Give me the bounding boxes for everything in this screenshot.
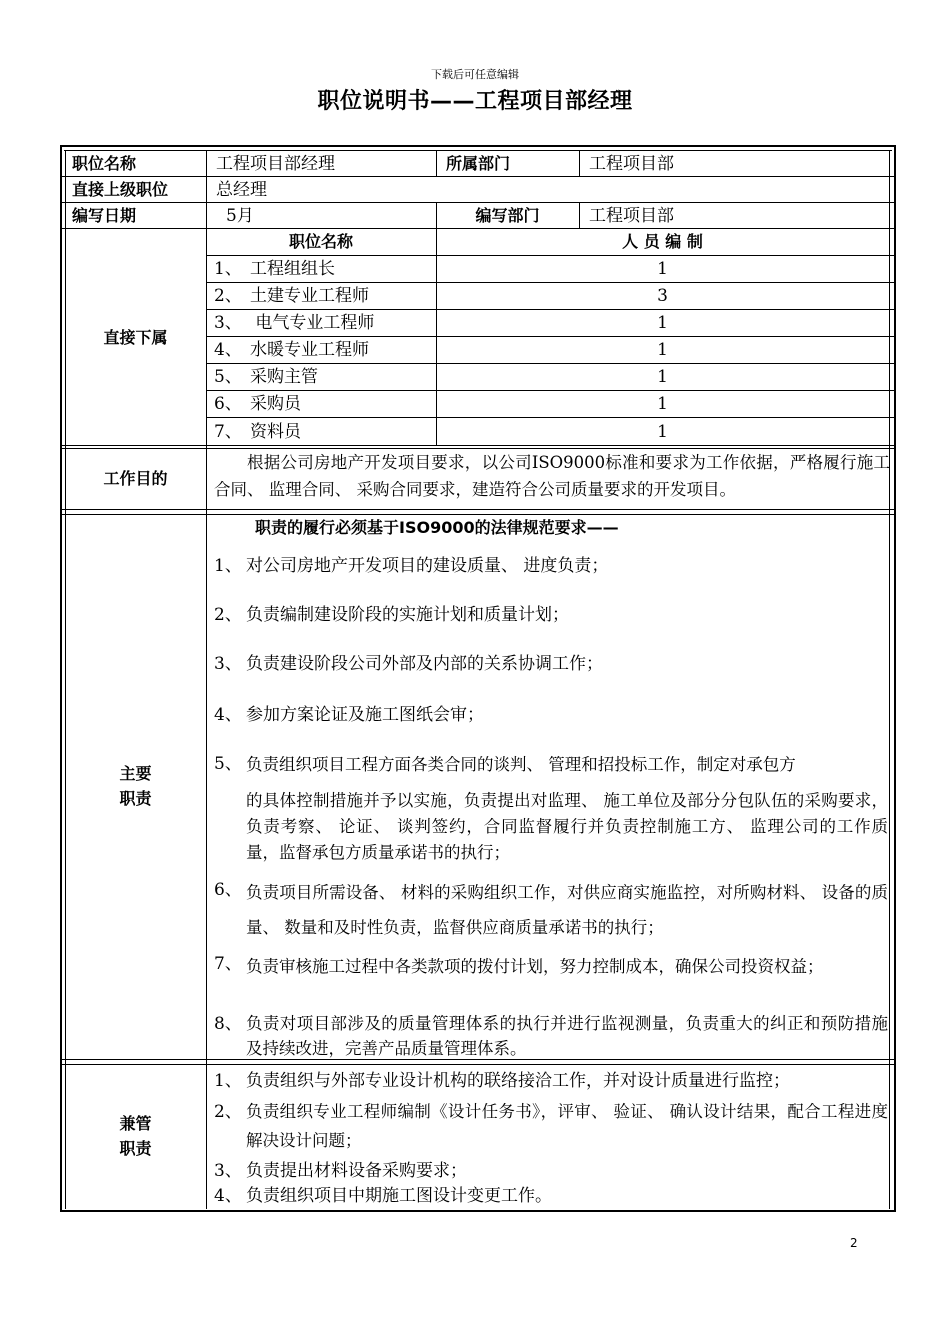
download-note: 下载后可任意编辑 (431, 68, 519, 81)
page-title: 职位说明书——工程项目部经理 (317, 89, 633, 114)
date-label: 编写日期 (72, 206, 137, 225)
duty-num: 5、 (214, 754, 242, 774)
side-duty-text: 负责提出材料设备采购要求； (246, 1161, 467, 1181)
duty-text-continued: 的具体控制措施并予以实施，负责提出对监理、 施工单位及部分分包队伍的采购要求，负责考察、 论证、 谈判签约，合同监督履行并负责控制施工方、 监理公司的工作质量，监督承包方质量承诺书的执行； (246, 791, 888, 862)
sub-row-num: 3、 (214, 313, 242, 333)
dept-label: 所属部门 (446, 154, 511, 173)
duty-text: 参加方案论证及施工图纸会审； (246, 705, 484, 725)
main-duties-heading: 职责的履行必须基于ISO9000的法律规范要求—— (255, 518, 619, 537)
duty-text: 对公司房地产开发项目的建设质量、 进度负责； (246, 556, 609, 576)
duty-text: 负责组织项目工程方面各类合同的谈判、 管理和招投标工作，制定对承包方 (246, 755, 796, 774)
write-dept-label: 编写部门 (475, 206, 540, 225)
sub-col-count-header: 人 员 编 制 (622, 232, 703, 251)
side-duties-label-line2: 职责 (119, 1139, 152, 1158)
duty-num: 3、 (214, 654, 242, 674)
side-duty-num: 1、 (214, 1071, 242, 1091)
sub-row-name: 土建专业工程师 (250, 286, 369, 306)
objective-label: 工作目的 (103, 469, 168, 488)
superior-label: 直接上级职位 (72, 180, 169, 199)
page-number: 2 (850, 1236, 858, 1250)
position-label: 职位名称 (72, 154, 137, 173)
objective-text: 根据公司房地产开发项目要求，以公司ISO9000标准和要求为工作依据，严格履行施工合同、 监理合同、 采购合同要求，建造符合公司质量要求的开发项目。 (214, 453, 890, 499)
duty-num: 2、 (214, 605, 242, 625)
duty-num: 4、 (214, 705, 242, 725)
duty-text: 负责审核施工过程中各类款项的拨付计划，努力控制成本，确保公司投资权益； (246, 957, 824, 976)
side-duty-text: 负责组织与外部专业设计机构的联络接洽工作，并对设计质量进行监控； (246, 1071, 790, 1091)
side-duty-text: 负责组织项目中期施工图设计变更工作。 (246, 1186, 552, 1206)
sub-row-name: 采购主管 (250, 367, 318, 387)
sub-row-name: 采购员 (250, 394, 301, 414)
write-dept-value: 工程项目部 (589, 206, 674, 226)
sub-row-count: 1 (657, 340, 668, 360)
duty-text: 负责编制建设阶段的实施计划和质量计划； (246, 605, 569, 625)
sub-row-count: 3 (657, 286, 668, 306)
duty-num: 8、 (214, 1014, 242, 1034)
sub-row-name: 电气专业工程师 (250, 313, 375, 333)
main-duties-label-line2: 职责 (119, 789, 152, 808)
sub-row-count: 1 (657, 313, 668, 333)
sub-row-count: 1 (657, 422, 668, 442)
sub-row-count: 1 (657, 367, 668, 387)
duty-text: 负责对项目部涉及的质量管理体系的执行并进行监视测量，负责重大的纠正和预防措施及持续改进，完善产品质量管理体系。 (246, 1014, 888, 1058)
sub-row-num: 6、 (214, 394, 242, 414)
sub-row-name: 水暖专业工程师 (250, 340, 369, 360)
sub-row-num: 5、 (214, 367, 242, 387)
sub-row-name: 资料员 (250, 422, 301, 442)
duty-num: 1、 (214, 556, 242, 576)
duty-num: 6、 (214, 880, 242, 900)
side-duties-label-line1: 兼管 (119, 1114, 152, 1133)
duty-text: 负责建设阶段公司外部及内部的关系协调工作； (246, 654, 603, 674)
subordinates-label: 直接下属 (103, 328, 168, 347)
main-duties-label-line1: 主要 (119, 764, 152, 783)
sub-row-count: 1 (657, 259, 668, 279)
sub-row-num: 4、 (214, 340, 242, 360)
sub-row-num: 1、 (214, 259, 242, 279)
sub-col-name-header: 职位名称 (288, 232, 353, 251)
side-duty-num: 4、 (214, 1186, 242, 1206)
sub-row-count: 1 (657, 394, 668, 414)
duty-num: 7、 (214, 954, 242, 974)
dept-value: 工程项目部 (589, 154, 674, 174)
date-value: 5月 (226, 206, 254, 226)
position-value: 工程项目部经理 (216, 154, 335, 174)
side-duty-text: 负责组织专业工程师编制《设计任务书》，评审、 验证、 确认设计结果，配合工程进度解决设计问题； (246, 1102, 888, 1150)
duty-text: 负责项目所需设备、 材料的采购组织工作，对供应商实施监控，对所购材料、 设备的质量、 数量和及时性负责，监督供应商质量承诺书的执行； (246, 883, 888, 937)
superior-value: 总经理 (216, 180, 267, 200)
sub-row-name: 工程组组长 (250, 259, 335, 279)
sub-row-num: 2、 (214, 286, 242, 306)
sub-row-num: 7、 (214, 422, 242, 442)
job-description-table (60, 145, 896, 1212)
side-duty-num: 3、 (214, 1161, 242, 1181)
side-duty-num: 2、 (214, 1102, 242, 1122)
